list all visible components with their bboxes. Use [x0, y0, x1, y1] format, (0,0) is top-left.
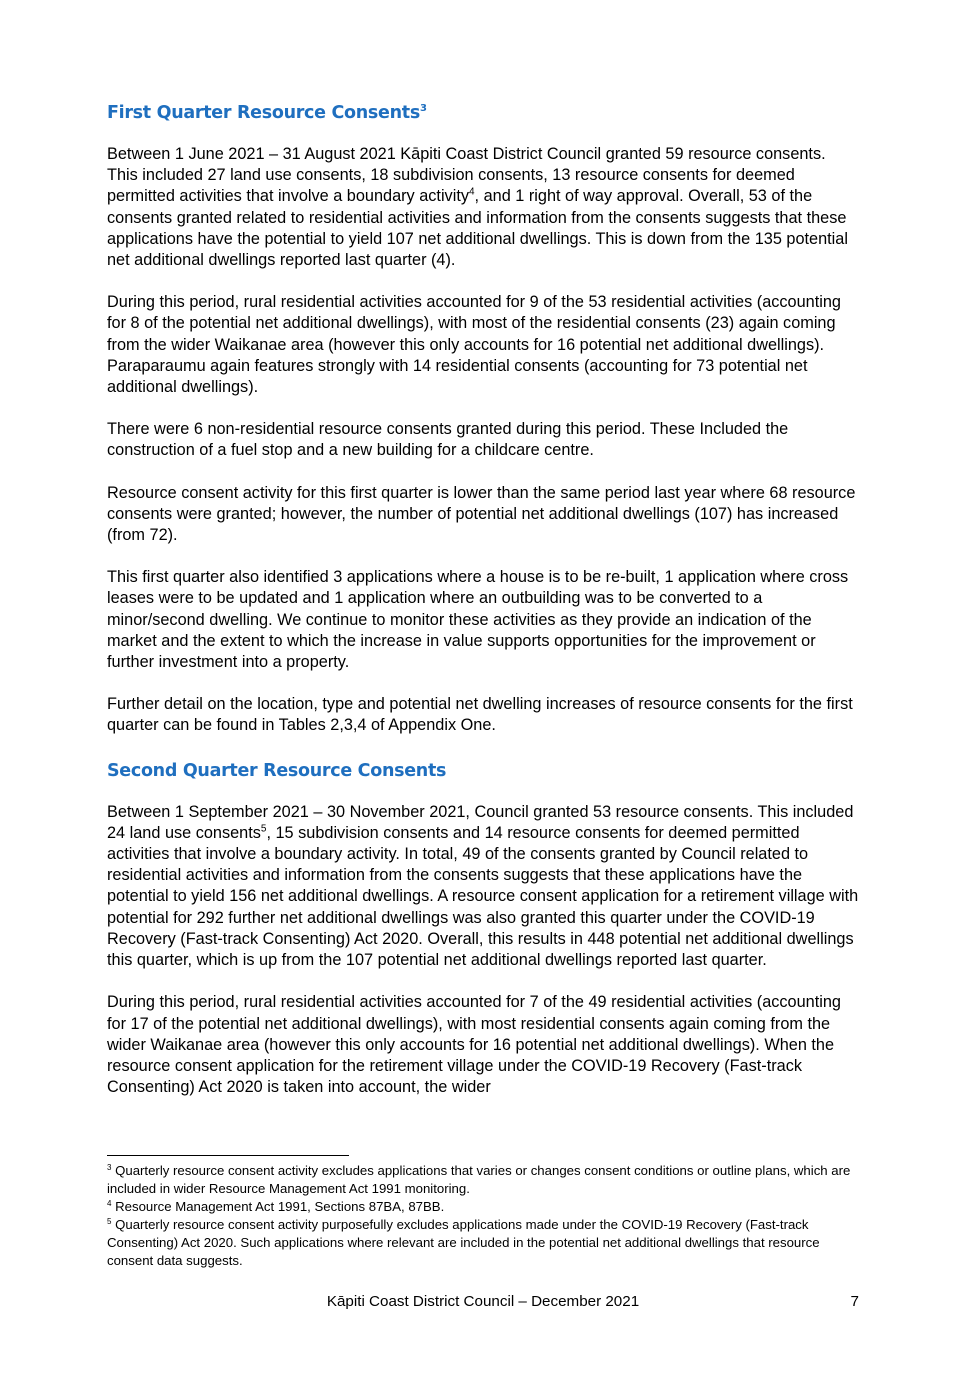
paragraph: This first quarter also identified 3 applications where a house is to be re-built, 1 application where cross leases were to be updated and 1 application where an outbuilding was to be converted to a minor/second dwelling. We continue to monitor these activities as they provide an indication of the market and the extent to which the increase in value supports opportunities for the improvement or further investment into a property.: [107, 568, 849, 672]
footer-text: Kāpiti Coast District Council – December 2021: [326, 1293, 640, 1310]
paragraph: Resource consent activity for this first quarter is lower than the same period last year where 68 resource consents were granted; however, the number of potential net additional dwellings (107) has increased (from 72).: [107, 483, 856, 545]
footnotes: [107, 1155, 859, 1270]
footnote-ref: 4: [468, 186, 475, 198]
page-number: 7: [850, 1293, 859, 1310]
paragraph: There were 6 non-residential resource consents granted during this period. These Included the construction of a fuel stop and a new building for a childcare centre.: [107, 420, 789, 460]
page-body: [107, 100, 859, 1119]
footnote: $^3$ Quarterly resource consent activity excludes applications that varies or changes consent conditions or outline plans, which are included in wider Resource Management Act 1991 monitoring.: [107, 1163, 851, 1196]
section-heading-second-quarter: Second Quarter Resource Consents: [107, 760, 447, 781]
paragraph: Between 1 June 2021 – 31 August 2021 Kāpiti Coast District Council granted 59 resource consents. This included 27 land use consents, 18 subdivision consents, 13 resource consents for deemed permitted activities that involve a boundary activity$^4$, and 1 right of way approval. Overall, 53 of the consents granted related to residential activities and information from the consents suggests that these applications have the potential to yield 107 net additional dwellings. This is down from the 135 potential net additional dwellings reported last quarter (4).: [107, 145, 848, 270]
footnote-ref: 3: [419, 103, 427, 115]
footnote-divider: [107, 1155, 349, 1156]
paragraph: During this period, rural residential activities accounted for 9 of the 53 residential activities (accounting for 8 of the potential net additional dwellings), with most of the residential consents (23) again coming from the wider Waikanae area (however this only accounts for 16 potential net additional dwellings). Paraparaumu again features strongly with 14 residential consents (accounting for 73 potential net additional dwellings).: [107, 293, 841, 397]
footnote: $^5$ Quarterly resource consent activity purposefully excludes applications made under the COVID-19 Recovery (Fast-track Consenting) Act 2020. Such applications where relevant are included in the potential net additional dwellings that resource consent data suggests.: [107, 1217, 820, 1268]
section-heading-first-quarter: First Quarter Resource Consents$^3$: [107, 103, 427, 123]
footnote-ref: 5: [260, 823, 267, 835]
paragraph: Between 1 September 2021 – 30 November 2021, Council granted 53 resource consents. This included 24 land use consents$^5$, 15 subdivision consents and 14 resource consents for deemed permitted activities that involve a boundary activity. In total, 49 of the consents granted by Council related to residential activities and information from the consents suggests that these applications have the potential to yield 156 net additional dwellings. A resource consent application for a retirement village with potential for 292 further net additional dwellings was also granted this quarter under the COVID-19 Recovery (Fast-track Consenting) Act 2020. Overall, this results in 448 potential net additional dwellings this quarter, which is up from the 107 potential net additional dwellings reported last quarter.: [107, 802, 859, 970]
paragraph: During this period, rural residential activities accounted for 7 of the 49 residential activities (accounting for 17 of the potential net additional dwellings), with most residential consents again coming from the wider Waikanae area (however this only accounts for 16 potential net additional dwellings). When the resource consent application for the retirement village under the COVID-19 Recovery (Fast-track Consenting) Act 2020 is taken into account, the wider: [107, 993, 841, 1097]
paragraph: Further detail on the location, type and potential net dwelling increases of resource consents for the first quarter can be found in Tables 2,3,4 of Appendix One.: [107, 695, 853, 735]
footnote: $^4$ Resource Management Act 1991, Sections 87BA, 87BB.: [107, 1199, 445, 1214]
